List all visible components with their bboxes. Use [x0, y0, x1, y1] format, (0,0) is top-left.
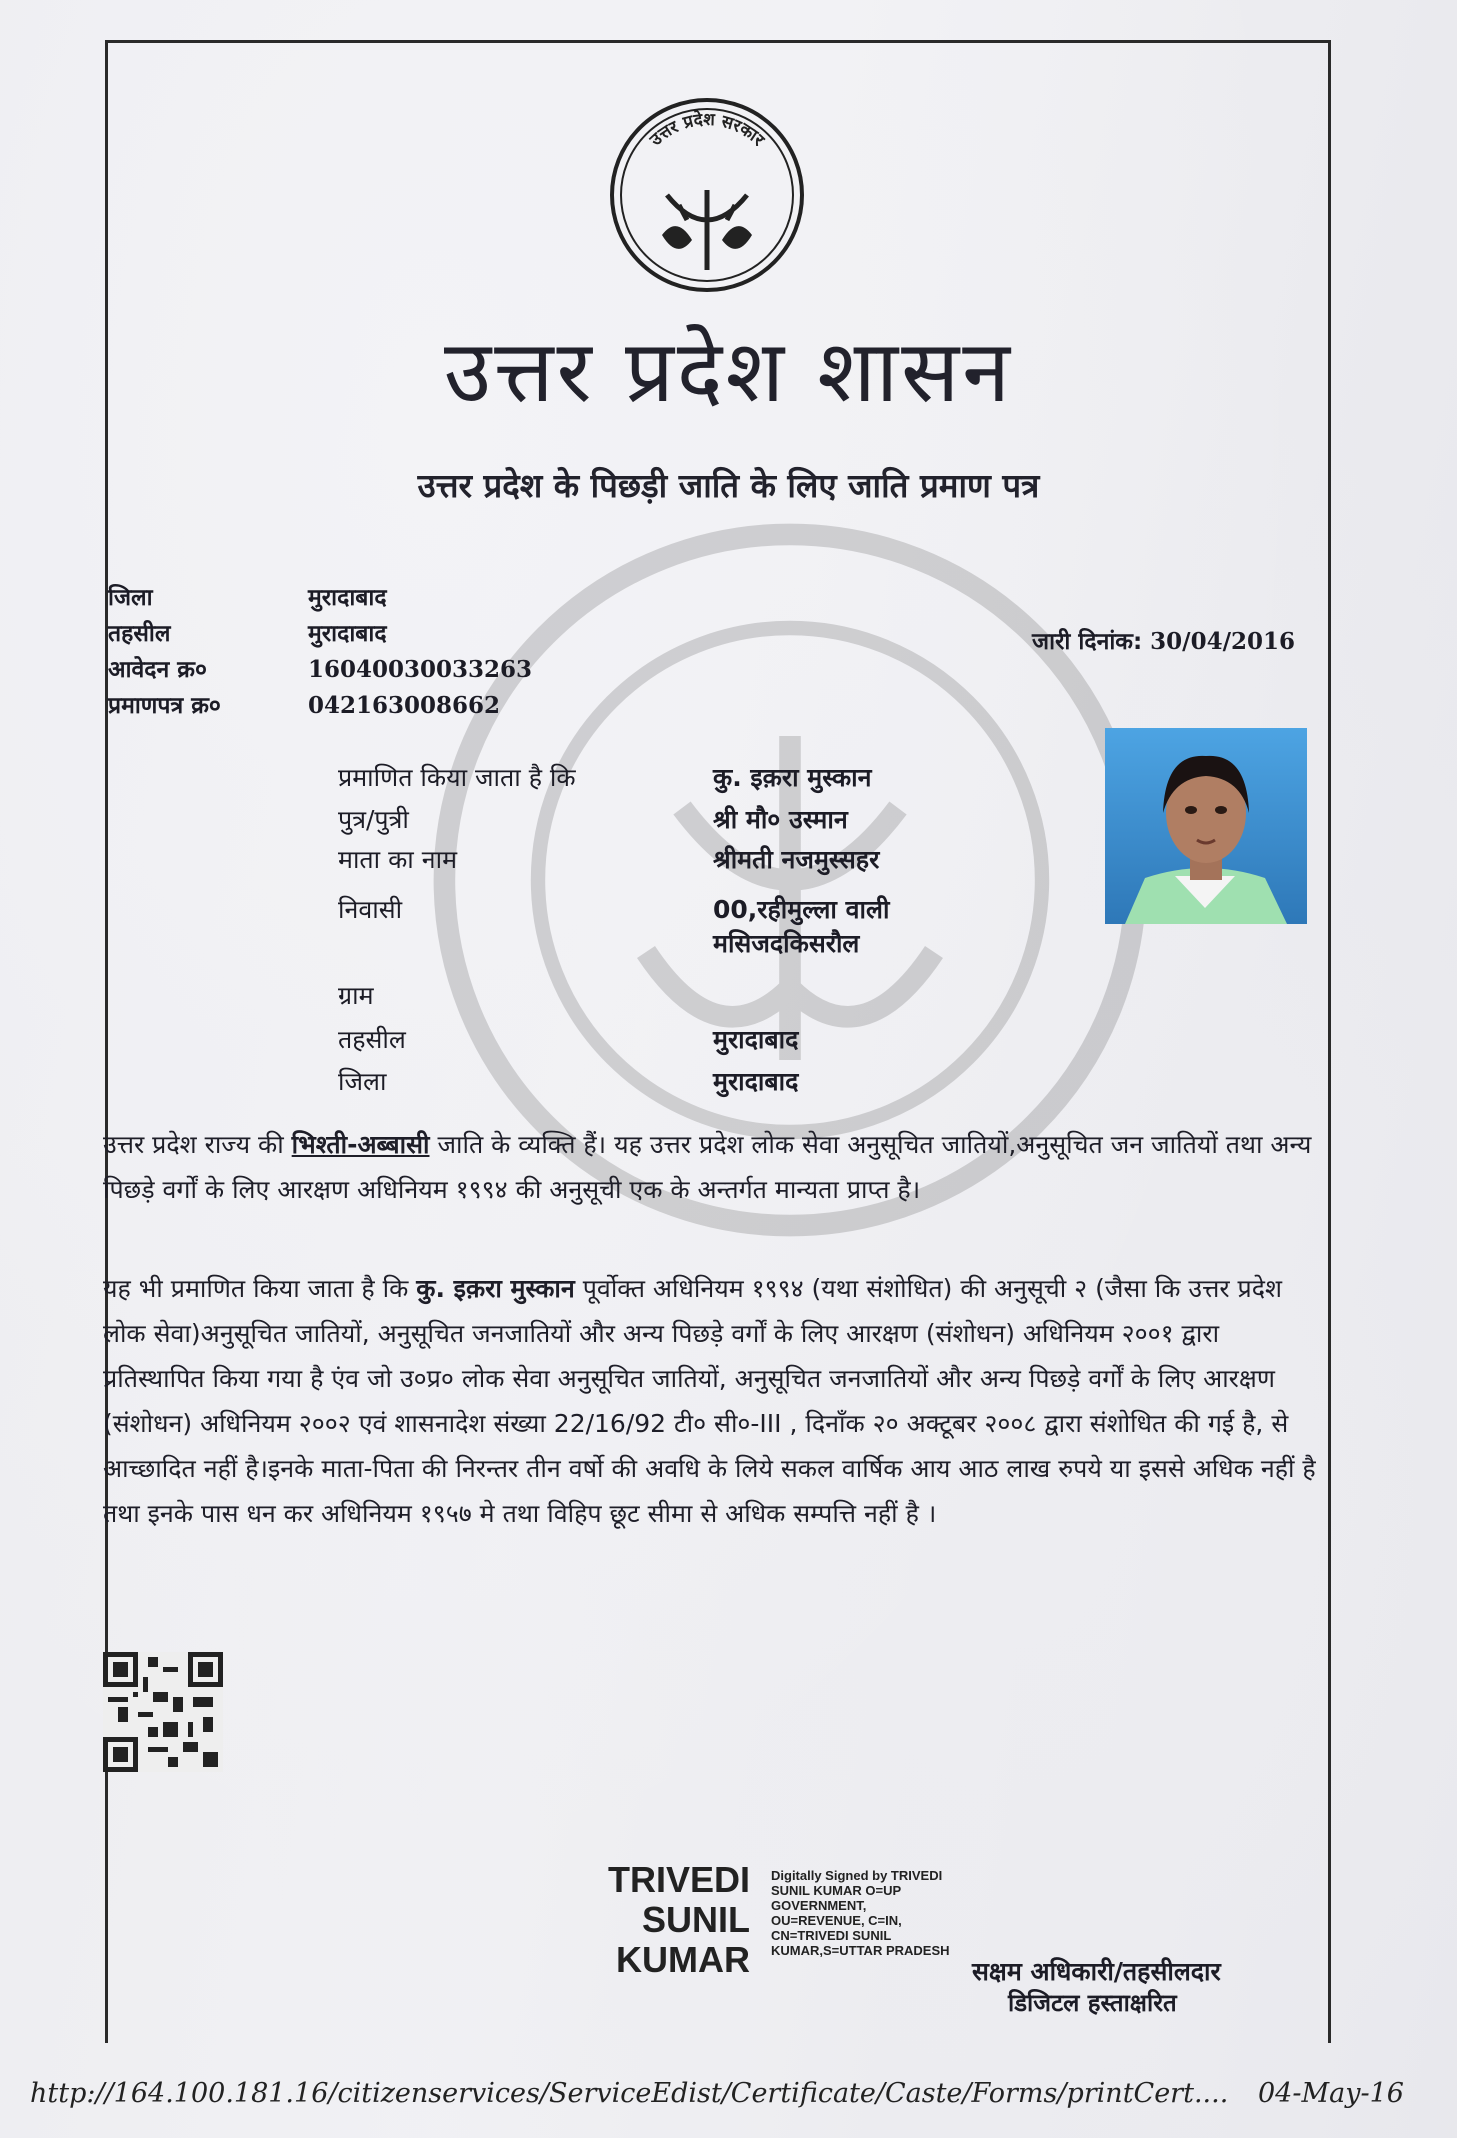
detail-label: निवासी [338, 895, 403, 924]
detail-label: ग्राम [338, 981, 374, 1010]
application-meta [108, 580, 608, 724]
detail-row-mother [338, 842, 1013, 888]
meta-row-certificate-no [108, 688, 608, 724]
detail-label: जिला [338, 1067, 387, 1096]
issue-date-label: जारी दिनांक: [1032, 629, 1143, 655]
print-url: http://164.100.181.16/citizenservices/ServiceEdist/Certificate/Caste/Forms/printCert.... [30, 2078, 1229, 2109]
print-date: 04-May-16 [1258, 2078, 1404, 2109]
detail-row-district [338, 1056, 1013, 1098]
meta-value: मुरादाबाद [308, 584, 387, 611]
paragraph2-pre: यह भी प्रमाणित किया जाता है कि [103, 1274, 409, 1303]
meta-value: 042163008662 [308, 692, 501, 719]
signer-name-3: KUMAR [616, 1939, 751, 1980]
meta-label: जिला [108, 585, 153, 611]
up-government-emblem [607, 95, 807, 295]
holder-details [338, 760, 1013, 1098]
meta-row-tehsil [108, 616, 608, 652]
meta-value: मुरादाबाद [308, 620, 387, 647]
detail-label: प्रमाणित किया जाता है कि [338, 763, 576, 792]
authority-title: सक्षम अधिकारी/तहसीलदार [972, 1957, 1221, 1986]
detail-value: मसिजदकिसरौल [713, 929, 860, 958]
holder-name: कु. इक़रा मुस्कान [416, 1274, 575, 1303]
paragraph2-post: पूर्वोक्त अधिनियम १९९४ (यथा संशोधित) की अनुसूची २ (जैसा कि उत्तर प्रदेश लोक सेवा)अनुसूचित जातियों, अनुसूचित जनजातियों और अन्य पिछड़े वर्गों के लिए आरक्षण (संशोधन) अधिनियम २००१ द्वारा प्रतिस्थापित किया गया है एंव जो उ०प्र० लोक सेवा अनुसूचित जातियों, अनुसूचित जनजातियों और अन्य पिछड़े वर्गों के लिए आरक्षण (संशोधन) अधिनियम २००२ एवं शासनादेश संख्या 22/16/92 टी० सी०-III , दिनाँक २० अक्टूबर २००८ द्वारा संशोधित की गई है, से आच्छादित नहीं है।इनके माता-पिता की निरन्तर तीन वर्षो की अवधि के लिये सकल वार्षिक आय आठ लाख रुपये या इससे अधिक नहीं है तथा इनके पास धन कर अधिनियम १९५७ मे तथा विहिप छूट सीमा से अधिक सम्पत्ति नहीं है । [103, 1274, 1316, 1528]
meta-label: प्रमाणपत्र क्र० [108, 693, 221, 719]
paragraph1-post: जाति के व्यक्ति हैं। यह उत्तर प्रदेश लोक सेवा अनुसूचित जातियों,अनुसूचित जन जातियों तथा अन्य पिछड़े वर्गों के लिए आरक्षण अधिनियम १९९४ की अनुसूची एक के अन्तर्गत मान्यता प्राप्त है। [103, 1130, 1312, 1204]
emblem-text: उत्तर प्रदेश सरकार [646, 109, 769, 151]
signer-name-2: SUNIL [642, 1899, 751, 1940]
meta-row-application-no [108, 652, 608, 688]
detail-value: 00,रहीमुल्ला वाली [713, 895, 890, 924]
detail-row-resident [338, 888, 1013, 926]
signature-details: Digitally Signed by TRIVEDI SUNIL KUMAR O=UP GOVERNMENT, OU=REVENUE, C=IN, CN=TRIVEDI SUNIL KUMAR,S=UTTAR PRADESH [771, 1868, 950, 1958]
issue-date-value: 30/04/2016 [1150, 628, 1295, 655]
meta-row-district [108, 580, 608, 616]
detail-label: माता का नाम [338, 845, 458, 874]
detail-value [713, 978, 1013, 1016]
detail-value: श्रीमती नजमुस्सहर [713, 845, 880, 874]
detail-row-parent [338, 802, 1013, 842]
caste-name: भिश्ती-अब्बासी [291, 1130, 430, 1159]
meta-value: 16040030033263 [308, 656, 533, 683]
detail-value: कु. इक़रा मुस्कान [713, 763, 872, 792]
applicant-photo [1105, 728, 1307, 924]
detail-label: पुत्र/पुत्री [338, 805, 409, 834]
detail-label [338, 926, 713, 978]
authority-signed-note: डिजिटल हस्ताक्षरित [1008, 1989, 1177, 2017]
digital-signature [608, 1859, 950, 1980]
detail-label: तहसील [338, 1025, 406, 1054]
detail-row-tehsil [338, 1016, 1013, 1056]
issue-date [1032, 624, 1295, 656]
signer-name-1: TRIVEDI [608, 1859, 751, 1900]
detail-row-name [338, 760, 1013, 802]
detail-row-resident-2 [338, 926, 1013, 978]
detail-value: श्री मौ० उस्मान [713, 805, 848, 834]
meta-label: आवेदन क्र० [108, 657, 207, 683]
detail-value: मुरादाबाद [713, 1067, 799, 1096]
svg-text:उत्तर प्रदेश सरकार [645, 109, 768, 151]
meta-label: तहसील [108, 621, 171, 647]
detail-value: मुरादाबाद [713, 1025, 799, 1054]
paragraph1-pre: उत्तर प्रदेश राज्य की [103, 1130, 284, 1159]
qr-code [103, 1652, 223, 1772]
detail-row-village [338, 978, 1013, 1016]
page-title: उत्तर प्रदेश शासन [443, 322, 1014, 422]
certification-paragraph [103, 1266, 1323, 1536]
caste-paragraph [103, 1122, 1323, 1212]
certificate-subtitle: उत्तर प्रदेश के पिछड़ी जाति के लिए जाति प्रमाण पत्र [417, 466, 1040, 505]
